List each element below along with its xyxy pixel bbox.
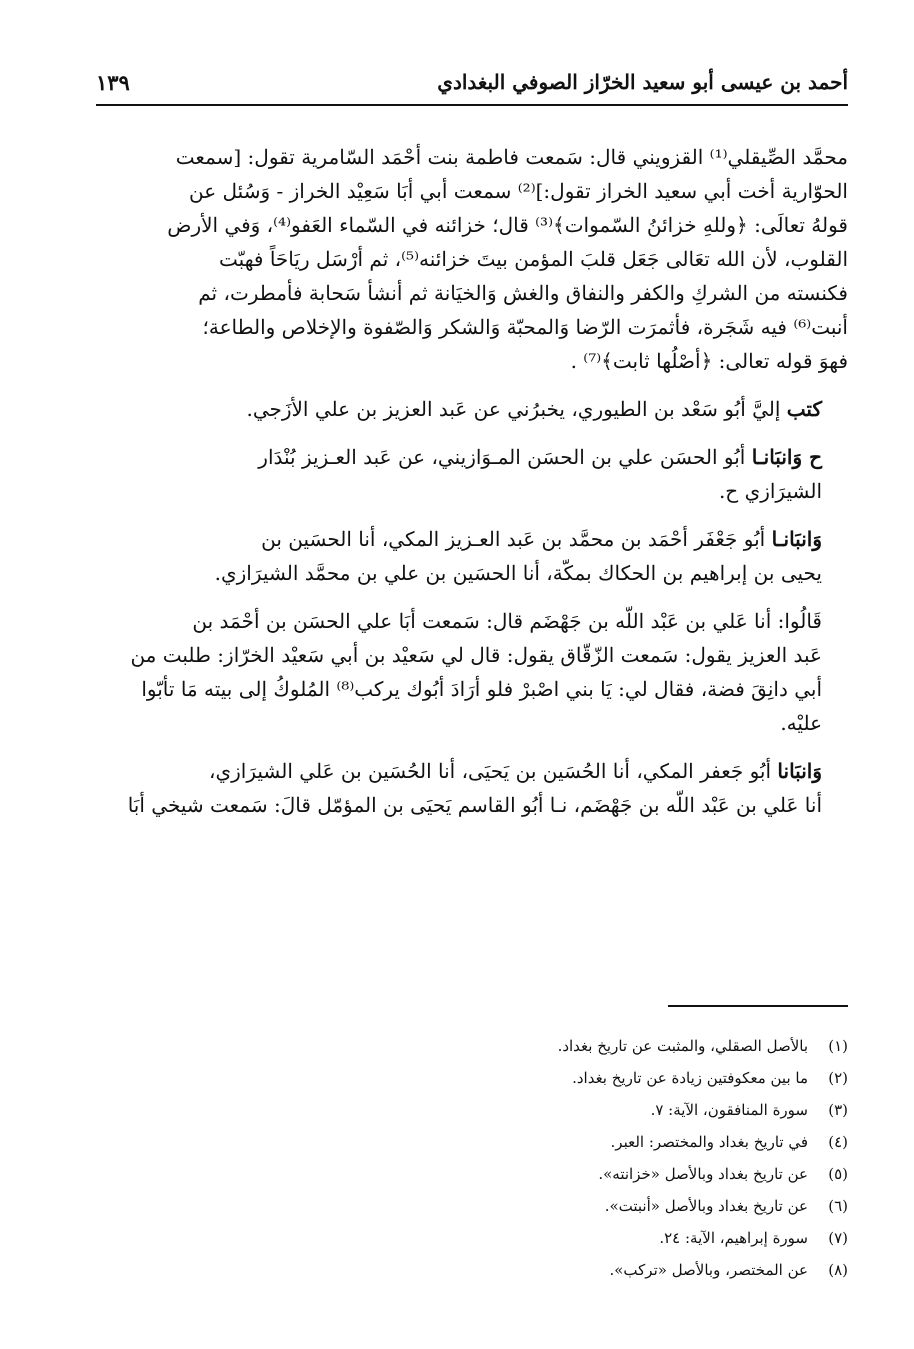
footnote-text: سورة إبراهيم، الآية: ٢٤. <box>659 1229 808 1247</box>
footnote-number: (٨) <box>828 1261 848 1279</box>
footnote-number: (٤) <box>828 1133 848 1151</box>
footnote-text: في تاريخ بغداد والمختصر: العبر. <box>610 1133 808 1151</box>
text-run: أبُو جَعفر المكي، أنا الحُسَين بن يَحيَى، أنا الحُسَين بن عَلي الشيرَازي، <box>209 759 778 783</box>
text-line: القلوب، لأن الله تعَالى جَعَل قلبَ المؤمن بيتَ خزائنه⁽⁵⁾، ثم أرْسَل ريَاحَاً فهبّت <box>219 247 848 271</box>
footnotes-list <box>96 1030 848 1286</box>
footnote-item <box>96 1126 848 1158</box>
paragraph-lead: كتب <box>786 397 822 421</box>
text-run: إليَّ أبُو سَعْد بن الطيوري، يخبرُني عن عَبد العزيز بن علي الأزَجي. <box>246 397 787 421</box>
paragraph-4 <box>96 522 848 590</box>
text-run: أبُو الحسَن علي بن الحسَن المـوَازيني، عن عَبد العـزيز بُنْدَار <box>258 445 752 469</box>
text-line: الحوّارية أخت أبي سعيد الخراز تقول:]⁽²⁾ سمعت أبي أبَا سَعِيْد الخراز - وَسُئل عن <box>189 179 848 203</box>
footnote-item <box>96 1158 848 1190</box>
footnote-item <box>96 1094 848 1126</box>
text-line: محمَّد الصِّيقلي⁽¹⁾ القزويني قال: سَمعت فاطمة بنت أحْمَد السّامرية تقول: [سمعت <box>175 145 848 169</box>
text-line: فهوَ قوله تعالى: ﴿أصْلُها ثابت﴾⁽⁷⁾ . <box>570 349 848 373</box>
running-title: أحمد بن عيسى أبو سعيد الخرّاز الصوفي البغدادي <box>437 70 848 94</box>
text-line: أبي دانِقَ فضة، فقال لي: يَا بني اصْبرْ فلو أرَادَ أبُوك يركب⁽⁸⁾ المُلوكُ إلى بيته مَا تأبّوا <box>141 677 822 701</box>
text-line: أنا عَلي بن عَبْد اللّه بن جَهْضَم، نـا أبُو القاسم يَحيَى بن المؤمّل قالَ: سَمعت شيخي أبَا <box>127 793 822 817</box>
text-line: الشيرَازي ح. <box>718 479 822 503</box>
footnote-separator <box>668 1005 848 1007</box>
footnote-number: (٣) <box>828 1101 848 1119</box>
page-number: ١٣٩ <box>96 70 130 95</box>
footnote-number: (٦) <box>828 1197 848 1215</box>
paragraph-1 <box>96 140 848 378</box>
text-line: أنبت⁽⁶⁾ فيه شَجَرة، فأثمرَت الرّضا وَالمحبّة وَالشكر وَالصّفوة والإخلاص والطاعة؛ <box>202 315 848 339</box>
main-text <box>96 140 848 836</box>
footnote-text: ما بين معكوفتين زيادة عن تاريخ بغداد. <box>572 1069 808 1087</box>
paragraph-6 <box>96 754 848 822</box>
text-line: يحيى بن إبراهيم بن الحكاك بمكّة، أنا الحسَين بن علي بن محمَّد الشيرَازي. <box>214 561 822 585</box>
footnote-text: بالأصل الصقلي، والمثبت عن تاريخ بغداد. <box>557 1037 808 1055</box>
text-line <box>96 754 848 788</box>
footnote-text: سورة المنافقون، الآية: ٧. <box>650 1101 808 1119</box>
paragraph-2 <box>96 392 848 426</box>
footnote-item <box>96 1190 848 1222</box>
footnote-number: (٧) <box>828 1229 848 1247</box>
text-line <box>96 440 848 474</box>
paragraph-lead: ح وَانبَانـا <box>751 445 822 469</box>
paragraph-5 <box>96 604 848 740</box>
footnote-text: عن تاريخ بغداد وبالأصل «خزانته». <box>598 1165 808 1183</box>
footnote-text: عن المختصر، وبالأصل «تركب». <box>609 1261 808 1279</box>
paragraph-3 <box>96 440 848 508</box>
footnote-item <box>96 1030 848 1062</box>
footnote-item <box>96 1062 848 1094</box>
paragraph-lead: وَانبَانا <box>777 759 822 783</box>
text-line <box>96 392 848 426</box>
footnote-number: (٥) <box>828 1165 848 1183</box>
paragraph-lead: وَانبَانـا <box>771 527 822 551</box>
text-line: قولهُ تعالَى: ﴿وللهِ خزائنُ السّموات﴾⁽³⁾ قال؛ خزائنه في السّماء العَفو⁽⁴⁾، وَفي الأرض <box>167 213 848 237</box>
text-line: عَبد العزيز يقول: سَمعت الزّقّاق يقول: قال لي سَعيْد بن أبي سَعيْد الخرّاز: طلبت من <box>130 643 822 667</box>
page-header <box>96 64 848 106</box>
footnote-number: (١) <box>828 1037 848 1055</box>
footnote-item <box>96 1222 848 1254</box>
text-line: قَالُوا: أنا عَلي بن عَبْد اللّه بن جَهْضَم قال: سَمعت أبَا علي الحسَن بن أحْمَد بن <box>192 609 822 633</box>
text-line: عليْه. <box>780 711 822 735</box>
footnote-number: (٢) <box>828 1069 848 1087</box>
footnote-text: عن تاريخ بغداد وبالأصل «أنبتت». <box>604 1197 808 1215</box>
text-line <box>96 522 848 556</box>
text-line: فكنسته من الشركِ والكفر والنفاق والغش وَالخيَانة ثم أنشأ سَحابة فأمطرت، ثم <box>198 281 848 305</box>
footnote-item <box>96 1254 848 1286</box>
text-run: أبُو جَعْفَر أحْمَد بن محمَّد بن عَبد العـزيز المكي، أنا الحسَين بن <box>261 527 772 551</box>
